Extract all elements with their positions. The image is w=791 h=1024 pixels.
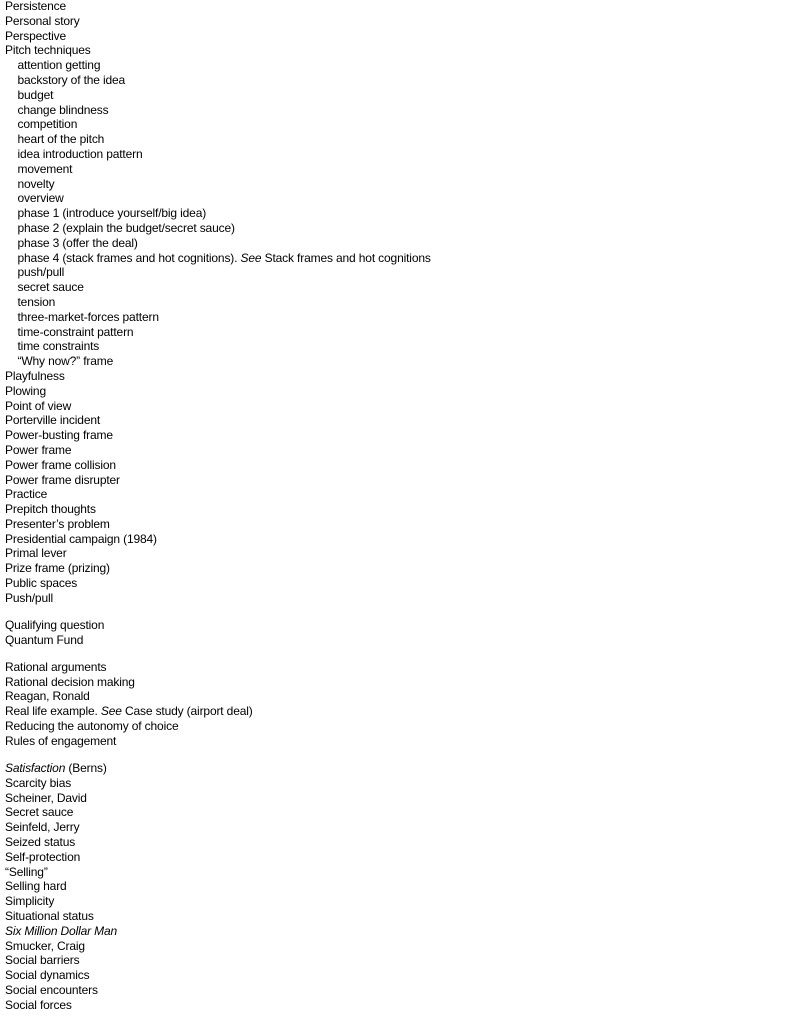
entry-text: Pitch techniques: [5, 43, 91, 58]
index-entry: [5, 546, 791, 561]
index-entry: [5, 704, 791, 719]
index-entry: [5, 14, 791, 29]
entry-text: Power frame disrupter: [5, 472, 120, 487]
entry-text: Point of view: [5, 398, 72, 413]
index-subentry: [5, 221, 791, 236]
entry-text: Smucker, Craig: [5, 938, 85, 953]
index-group-r: [5, 660, 791, 749]
entry-text: Primal lever: [5, 546, 67, 561]
see-target: Stack frames and hot cognitions: [264, 250, 431, 265]
entry-text: Real life example.: [5, 704, 98, 719]
index-subentry: [5, 58, 791, 73]
index-entry: [5, 633, 791, 648]
index-subentry: [5, 73, 791, 88]
entry-text: Situational status: [5, 908, 94, 923]
index-subentry: [5, 103, 791, 118]
entry-text: Plowing: [5, 383, 46, 398]
entry-text: attention getting: [17, 58, 101, 73]
entry-text: Rules of engagement: [5, 733, 117, 748]
entry-text: Scarcity bias: [5, 775, 72, 790]
index-entry: [5, 734, 791, 749]
entry-text: Rational arguments: [5, 659, 107, 674]
index-entry: [5, 384, 791, 399]
index-entry: [5, 591, 791, 606]
index-entry: [5, 953, 791, 968]
entry-text: Quantum Fund: [5, 632, 84, 647]
index-entry: [5, 618, 791, 633]
index-entry: [5, 835, 791, 850]
entry-text: Rational decision making: [5, 674, 135, 689]
entry-text: Reagan, Ronald: [5, 689, 90, 704]
index-entry: [5, 761, 791, 776]
entry-text: idea introduction pattern: [17, 146, 143, 161]
entry-text: Power frame: [5, 442, 72, 457]
entry-text: secret sauce: [17, 280, 84, 295]
index-subentry: [5, 251, 791, 266]
entry-text: time-constraint pattern: [17, 324, 134, 339]
entry-text: push/pull: [17, 265, 65, 280]
index-entry: [5, 29, 791, 44]
index-entry: [5, 998, 791, 1013]
entry-text: Perspective: [5, 28, 67, 43]
index-entry: [5, 675, 791, 690]
index-subentry: [5, 177, 791, 192]
entry-text: Practice: [5, 487, 48, 502]
entry-text: Porterville incident: [5, 413, 101, 428]
entry-text: Seized status: [5, 834, 76, 849]
index-entry: [5, 924, 791, 939]
index-entry: [5, 517, 791, 532]
index-entry: [5, 428, 791, 443]
index-entry: [5, 660, 791, 675]
entry-text: movement: [17, 161, 73, 176]
index-entry: [5, 719, 791, 734]
index-entry: [5, 968, 791, 983]
index-entry: [5, 983, 791, 998]
index-entry: [5, 791, 791, 806]
index-entry: [5, 879, 791, 894]
entry-text: phase 1 (introduce yourself/big idea): [17, 206, 207, 221]
entry-text: Social dynamics: [5, 968, 90, 983]
entry-text: “Why now?” frame: [17, 354, 114, 369]
see-target: Case study (airport deal): [124, 704, 253, 719]
entry-text: competition: [17, 117, 78, 132]
entry-text: Selling hard: [5, 879, 67, 894]
entry-text: Social encounters: [5, 982, 98, 997]
entry-text: Seinfeld, Jerry: [5, 820, 80, 835]
entry-text: phase 3 (offer the deal): [17, 235, 138, 250]
index-entry: [5, 502, 791, 517]
entry-text: Personal story: [5, 13, 80, 28]
entry-text: heart of the pitch: [17, 132, 105, 147]
entry-text: Simplicity: [5, 894, 55, 909]
entry-text: “Selling”: [5, 864, 48, 879]
entry-text: Playfulness: [5, 368, 65, 383]
index-entry: [5, 532, 791, 547]
index-subentry: [5, 354, 791, 369]
entry-text: phase 2 (explain the budget/secret sauce): [17, 220, 235, 235]
index-group-s: [5, 761, 791, 1013]
entry-text: Push/pull: [5, 590, 54, 605]
index-entry: [5, 413, 791, 428]
entry-text: phase 4 (stack frames and hot cognitions).: [17, 250, 238, 265]
entry-text: Prize frame (prizing): [5, 561, 110, 576]
entry-text: Power-busting frame: [5, 428, 113, 443]
index-subentry: [5, 206, 791, 221]
index-group-q: [5, 618, 791, 648]
entry-text: budget: [17, 87, 54, 102]
entry-text: three-market-forces pattern: [17, 309, 159, 324]
entry-text: Prepitch thoughts: [5, 502, 96, 517]
entry-text: Power frame collision: [5, 457, 116, 472]
entry-text: backstory of the idea: [17, 72, 126, 87]
index-subentry: [5, 88, 791, 103]
entry-text: time constraints: [17, 339, 100, 354]
index-entry: [5, 894, 791, 909]
entry-text: change blindness: [17, 102, 109, 117]
index-entry: [5, 399, 791, 414]
entry-text: Secret sauce: [5, 805, 74, 820]
entry-text: Reducing the autonomy of choice: [5, 719, 179, 734]
index-subentry: [5, 162, 791, 177]
index-subentry: [5, 339, 791, 354]
entry-text: Scheiner, David: [5, 790, 87, 805]
index-entry: [5, 443, 791, 458]
entry-text: Persistence: [5, 0, 67, 13]
index-subentry: [5, 295, 791, 310]
index-entry: [5, 776, 791, 791]
index-entry: [5, 487, 791, 502]
index-entry: [5, 0, 791, 14]
index-entry: [5, 909, 791, 924]
entry-text: Qualifying question: [5, 617, 105, 632]
index-subentry: [5, 265, 791, 280]
index-subentry: [5, 132, 791, 147]
entry-text: Self-protection: [5, 849, 81, 864]
entry-text: Social forces: [5, 997, 72, 1012]
entry-text: Social barriers: [5, 953, 80, 968]
index-subentry: [5, 191, 791, 206]
entry-text: Presenter’s problem: [5, 516, 110, 531]
index-entry: [5, 689, 791, 704]
entry-text: overview: [17, 191, 64, 206]
index-entry: [5, 805, 791, 820]
entry-text: Public spaces: [5, 576, 78, 591]
entry-text: (Berns): [68, 760, 107, 775]
index-page: [5, 0, 791, 1012]
index-entry: [5, 850, 791, 865]
index-group-p: [5, 0, 791, 606]
index-entry: [5, 939, 791, 954]
index-subentry: [5, 117, 791, 132]
index-entry: [5, 576, 791, 591]
index-entry: [5, 458, 791, 473]
index-entry: [5, 865, 791, 880]
entry-italic-title: Satisfaction: [5, 760, 66, 775]
index-subentry: [5, 236, 791, 251]
index-entry: [5, 561, 791, 576]
entry-italic-title: Six Million Dollar Man: [5, 923, 118, 938]
see-reference: See: [240, 250, 262, 265]
index-entry: [5, 820, 791, 835]
index-entry: [5, 43, 791, 58]
see-reference: See: [100, 704, 122, 719]
entry-text: Presidential campaign (1984): [5, 531, 157, 546]
index-subentry: [5, 280, 791, 295]
index-subentry: [5, 310, 791, 325]
index-subentry: [5, 325, 791, 340]
index-subentry: [5, 147, 791, 162]
entry-text: novelty: [17, 176, 55, 191]
index-entry: [5, 369, 791, 384]
entry-text: tension: [17, 294, 56, 309]
index-entry: [5, 473, 791, 488]
